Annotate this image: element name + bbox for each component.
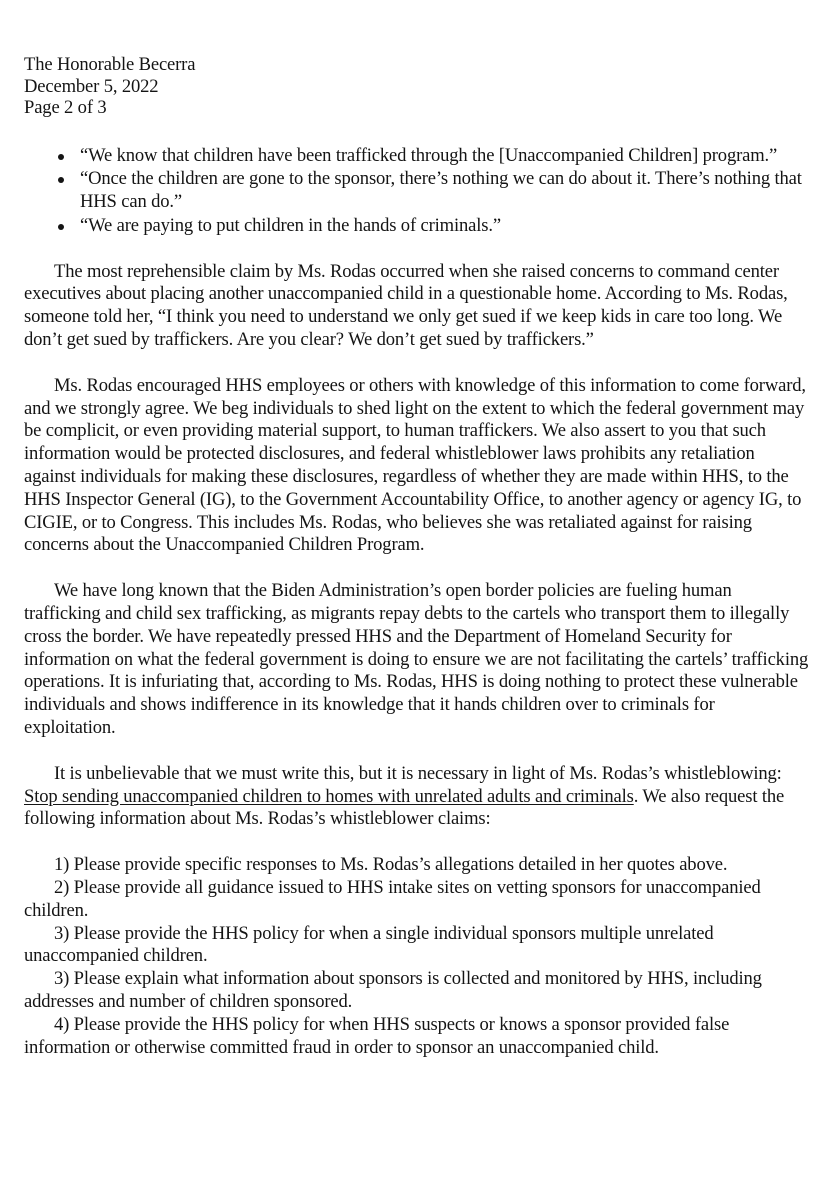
quote-text: “We are paying to put children in the hands of criminals.” bbox=[80, 214, 501, 236]
demand-underlined: Stop sending unaccompanied children to homes with unrelated adults and criminals bbox=[24, 785, 634, 807]
request-item: 3) Please provide the HHS policy for when a single individual sponsors multiple unrelated unaccompanied children. bbox=[24, 922, 714, 967]
date-line: December 5, 2022 bbox=[24, 75, 159, 97]
demand-intro: It is unbelievable that we must write this, but it is necessary in light of Ms. Rodas’s whistleblowing: bbox=[54, 762, 782, 784]
request-item: 2) Please provide all guidance issued to HHS intake sites on vetting sponsors for unaccompanied children. bbox=[24, 877, 761, 921]
quote-text: “We know that children have been trafficked through the [Unaccompanied Children] program.” bbox=[80, 144, 778, 166]
letter-header bbox=[24, 54, 809, 119]
paragraph-whistleblower-protection: Ms. Rodas encouraged HHS employees or others with knowledge of this information to come forward, and we strongly agree. We beg individuals to shed light on the extent to which the federal government may be complicit, or even providing material support, to human traffickers. We also assert to you that such information would be protected disclosures, and federal whistleblower laws prohibits any retaliation against individuals for making these disclosures, regardless of whether they are made within HHS, to the HHS Inspector General (IG), to the Government Accountability Office, to another agency or agency IG, to CIGIE, or to Congress. This includes Ms. Rodas, who believes she was retaliated against for raising concerns about the Unaccompanied Children Program. bbox=[24, 374, 806, 556]
quote-item bbox=[24, 145, 809, 168]
quote-list bbox=[24, 145, 809, 238]
bullet-icon bbox=[58, 154, 64, 160]
request-item: 3) Please explain what information about sponsors is collected and monitored by HHS, including addresses and number of children sponsored. bbox=[24, 968, 762, 1012]
letter-page bbox=[24, 54, 809, 1059]
recipient-line: The Honorable Becerra bbox=[24, 54, 196, 75]
request-item: 4) Please provide the HHS policy for when HHS suspects or knows a sponsor provided false information or otherwise committed fraud in order to sponsor an unaccompanied child. bbox=[24, 1013, 730, 1058]
page-number: Page 2 of 3 bbox=[24, 97, 107, 118]
bullet-icon bbox=[58, 224, 64, 230]
quote-item bbox=[24, 215, 809, 238]
paragraph-border-policy: We have long known that the Biden Administration’s open border policies are fueling human trafficking and child sex trafficking, as migrants repay debts to the cartels who transport them to illegally cross the border. We have repeatedly pressed HHS and the Department of Homeland Security for information on what the federal government is doing to ensure we are not facilitating the cartels’ trafficking operations. It is infuriating that, according to Ms. Rodas, HHS is doing nothing to protect these vulnerable individuals and shows indifference in its knowledge that it hands children over to criminals for exploitation. bbox=[24, 580, 809, 739]
paragraph-reprehensible-claim: The most reprehensible claim by Ms. Rodas occurred when she raised concerns to command center executives about placing another unaccompanied child in a questionable home. According to Ms. Rodas, someone told her, “I think you need to understand we only get sued if we keep kids in care too long. We don’t get sued by traffickers. Are you clear? We don’t get sued by traffickers.” bbox=[24, 260, 788, 351]
paragraph-demand bbox=[24, 763, 809, 831]
request-list bbox=[24, 854, 809, 1059]
quote-text: “Once the children are gone to the sponsor, there’s nothing we can do about it. There’s nothing that HHS can do.” bbox=[80, 168, 802, 213]
demand-outro: . We also request the following information about Ms. Rodas’s whistleblower claims: bbox=[24, 785, 785, 830]
request-item: 1) Please provide specific responses to Ms. Rodas’s allegations detailed in her quotes above. bbox=[54, 854, 728, 876]
quote-item bbox=[24, 168, 809, 214]
bullet-icon bbox=[58, 177, 64, 183]
